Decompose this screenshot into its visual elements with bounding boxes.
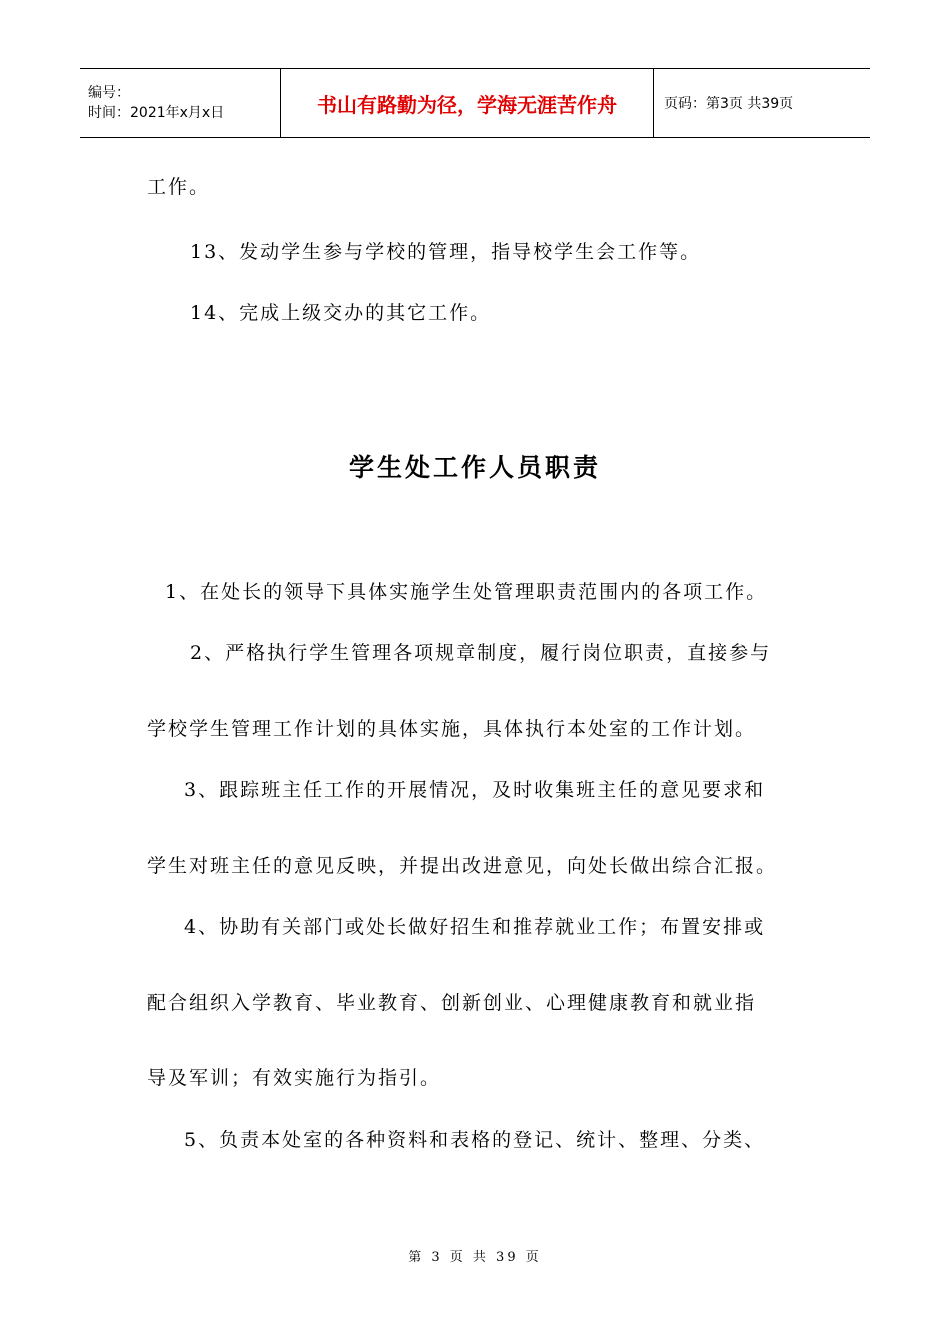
item-13: 13、发动学生参与学校的管理，指导校学生会工作等。 bbox=[190, 241, 702, 263]
section-title: 学生处工作人员职责 bbox=[348, 453, 601, 482]
paragraph-2-line-2: 学校学生管理工作计划的具体实施，具体执行本处室的工作计划。 bbox=[147, 718, 757, 740]
page-header bbox=[80, 68, 870, 138]
paragraph-1: 1、在处长的领导下具体实施学生处管理职责范围内的各项工作。 bbox=[165, 581, 768, 603]
paragraph-2-line-1: 2、严格执行学生管理各项规章制度，履行岗位职责，直接参与 bbox=[190, 642, 772, 664]
paragraph-4-line-3: 导及军训；有效实施行为指引。 bbox=[147, 1067, 442, 1089]
item-14: 14、完成上级交办的其它工作。 bbox=[190, 302, 492, 324]
paragraph-5-line-1: 5、负责本处室的各种资料和表格的登记、统计、整理、分类、 bbox=[184, 1129, 766, 1151]
paragraph-4-line-2: 配合组织入学教育、毕业教育、创新创业、心理健康教育和就业指 bbox=[147, 992, 757, 1014]
serial-number-label: 编号： bbox=[88, 85, 130, 101]
paragraph-3-line-1: 3、跟踪班主任工作的开展情况，及时收集班主任的意见要求和 bbox=[184, 779, 766, 801]
date-label: 时间：2021年x月x日 bbox=[88, 105, 225, 121]
header-motto: 书山有路勤为径，学海无涯苦作舟 bbox=[281, 69, 654, 137]
continued-line: 工作。 bbox=[147, 176, 211, 198]
page-footer: 第 3 页 共 39 页 bbox=[408, 1250, 542, 1265]
header-meta bbox=[80, 69, 281, 137]
paragraph-3-line-2: 学生对班主任的意见反映，并提出改进意见，向处长做出综合汇报。 bbox=[147, 855, 778, 877]
header-page-number: 页码：第3页 共39页 bbox=[664, 96, 794, 112]
paragraph-4-line-1: 4、协助有关部门或处长做好招生和推荐就业工作；布置安排或 bbox=[184, 916, 766, 938]
